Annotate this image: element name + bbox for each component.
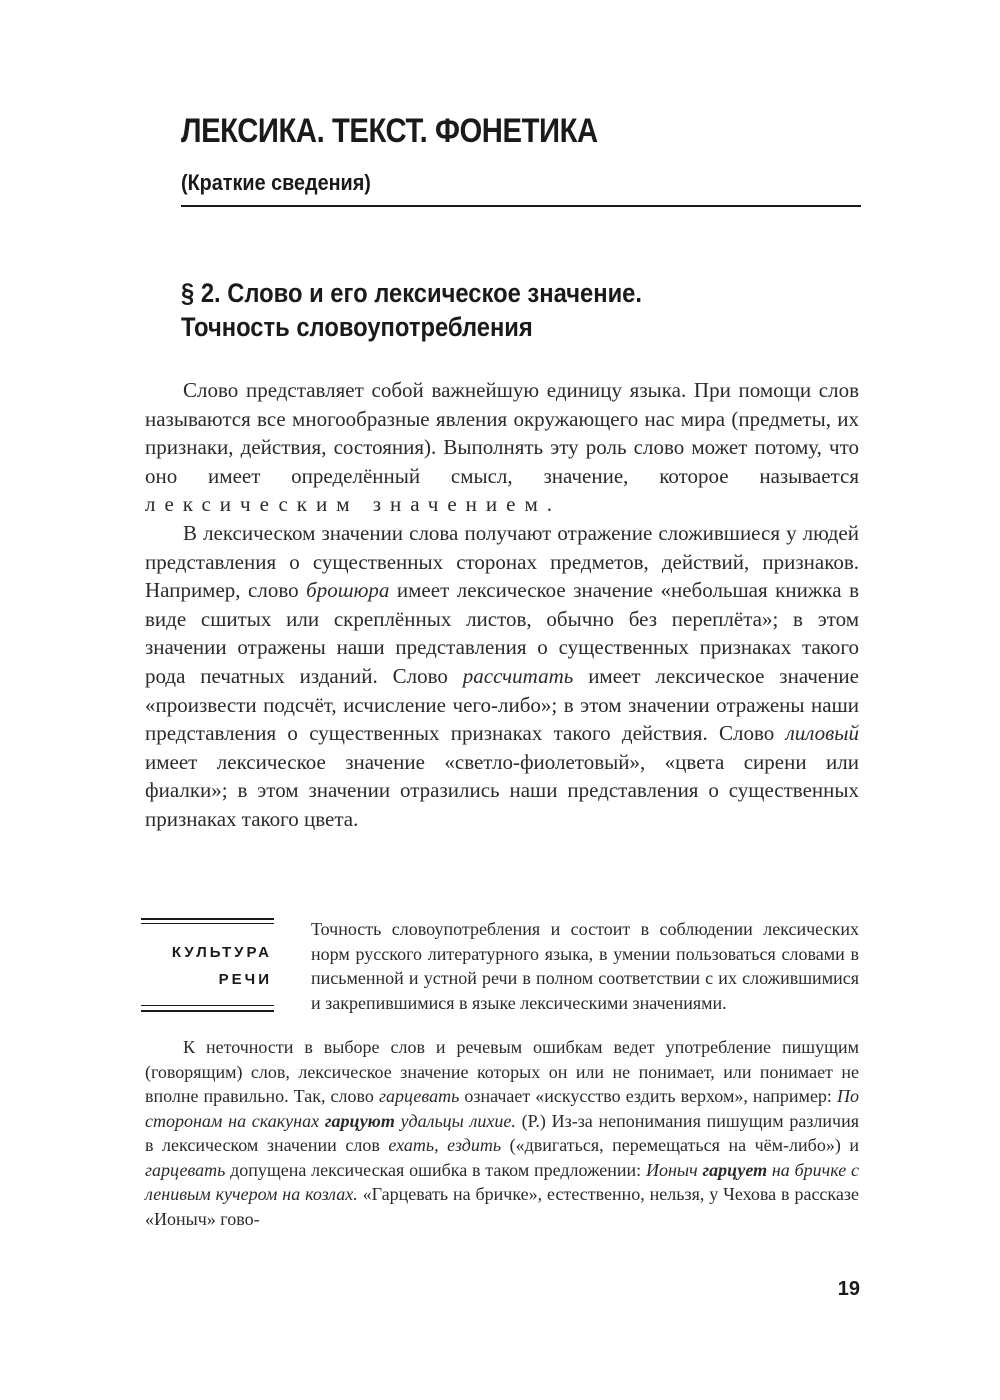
chapter-subtitle: (Краткие сведения) (181, 170, 371, 195)
quote-emphasis: гарцуют (324, 1110, 395, 1131)
quote: Ионыч (645, 1159, 703, 1180)
paragraph-3 (145, 1035, 859, 1231)
paragraph-3-text: (Р.) Из-за непонимания пишущим различия в лексическом значении слов (145, 1110, 859, 1155)
paragraph-3-text: «Гарцевать на бричке», естественно, нельзя, у Чехова в рассказе «Ионыч» гово- (145, 1184, 859, 1229)
example-word: гарцевать (378, 1086, 460, 1106)
sidebar-label-line2: РЕЧИ (218, 971, 272, 988)
paragraph-3-text: К неточности в выборе слов и речевым ошибкам ведет употребление пишущим (говорящим) слов, лексическое значение которых он или не понимает, или понимает не вполне правильно. Так, слово (145, 1037, 859, 1106)
paragraph-2-text: В лексическом значении слова получают отражение сложившиеся у людей представления о существенных сторонах предметов, действий, признаков. Например, слово (145, 520, 859, 603)
quote: По сторонам на скакунах (145, 1086, 859, 1131)
chapter-divider (181, 205, 861, 207)
quote: на бричке с ленивым кучером на козлах. (145, 1159, 859, 1204)
paragraph-3-text: означает «искусство ездить верхом», например: (459, 1086, 837, 1106)
sidebar-bottom-rule-thin (141, 1005, 274, 1006)
paragraph-1-text: Слово представляет собой важнейшую единицу языка. При помощи слов называются все многообразные явления окружающего нас мира (предметы, их признаки, действия, состояния). Выполнять эту роль слово может потому, что оно имеет определённый смысл, значение, которое называется (145, 378, 859, 488)
paragraph-2 (145, 519, 859, 834)
sidebar-label-line1: КУЛЬТУРА (171, 944, 272, 961)
lower-text (145, 1035, 859, 1231)
paragraph-1 (145, 376, 859, 519)
paragraph-2-text: имеет лексическое значение «светло-фиолетовый», «цвета сирени или фиалки»; в этом значении отразились наши представления о существенных признаках такого цвета. (145, 749, 859, 831)
main-text (145, 376, 859, 834)
quote: удальцы лихие. (394, 1110, 516, 1131)
sidebar-top-rule-thin (141, 923, 274, 924)
note-text (311, 917, 859, 1015)
term-lexical-meaning: лексическим значением (145, 492, 547, 517)
example-word: лиловый (785, 721, 859, 746)
paragraph-1-end: . (546, 492, 552, 517)
sidebar-culture-of-speech (141, 918, 274, 1016)
example-word: ехать, ездить (388, 1135, 502, 1155)
paragraph-3-text: («двигаться, перемещаться на чём-либо») и (501, 1135, 860, 1155)
section-title-line1: § 2. Слово и его лексическое значение. (181, 278, 642, 308)
example-word: рассчитать (462, 663, 574, 688)
paragraph-2-text: имеет лексическое значение «произвести подсчёт, исчисление чего-либо»; в этом значении отражены наши представления о существенных признаках такого действия. Слово (145, 663, 859, 746)
paragraph-3-text: допущена лексическая ошибка в таком предложении: (225, 1159, 646, 1180)
note-paragraph: Точность словоупотребления и состоит в соблюдении лексических норм русского литературного языка, в умении пользоваться словами в письменной и устной речи в полном соответствии с их сложившимися и закрепившимися в языке лексическими значениями. (311, 919, 859, 1013)
example-word: брошюра (306, 578, 390, 603)
sidebar-top-rule (141, 918, 274, 920)
page-number: 19 (837, 1278, 860, 1300)
section-title-line2: Точность словоупотребления (181, 312, 533, 342)
example-word: гарцевать (145, 1159, 226, 1180)
section-title (181, 276, 642, 344)
paragraph-2-text: имеет лексическое значение «небольшая книжка в виде сшитых или скреплённых листов, обычно без переплёта»; в этом значении отражены наши представления о существенных признаках такого рода печатных изданий. Слово (145, 578, 859, 688)
chapter-title: ЛЕКСИКА. ТЕКСТ. ФОНЕТИКА (181, 112, 598, 150)
sidebar-bottom-rule (141, 1010, 274, 1012)
quote-emphasis: гарцует (702, 1159, 768, 1180)
